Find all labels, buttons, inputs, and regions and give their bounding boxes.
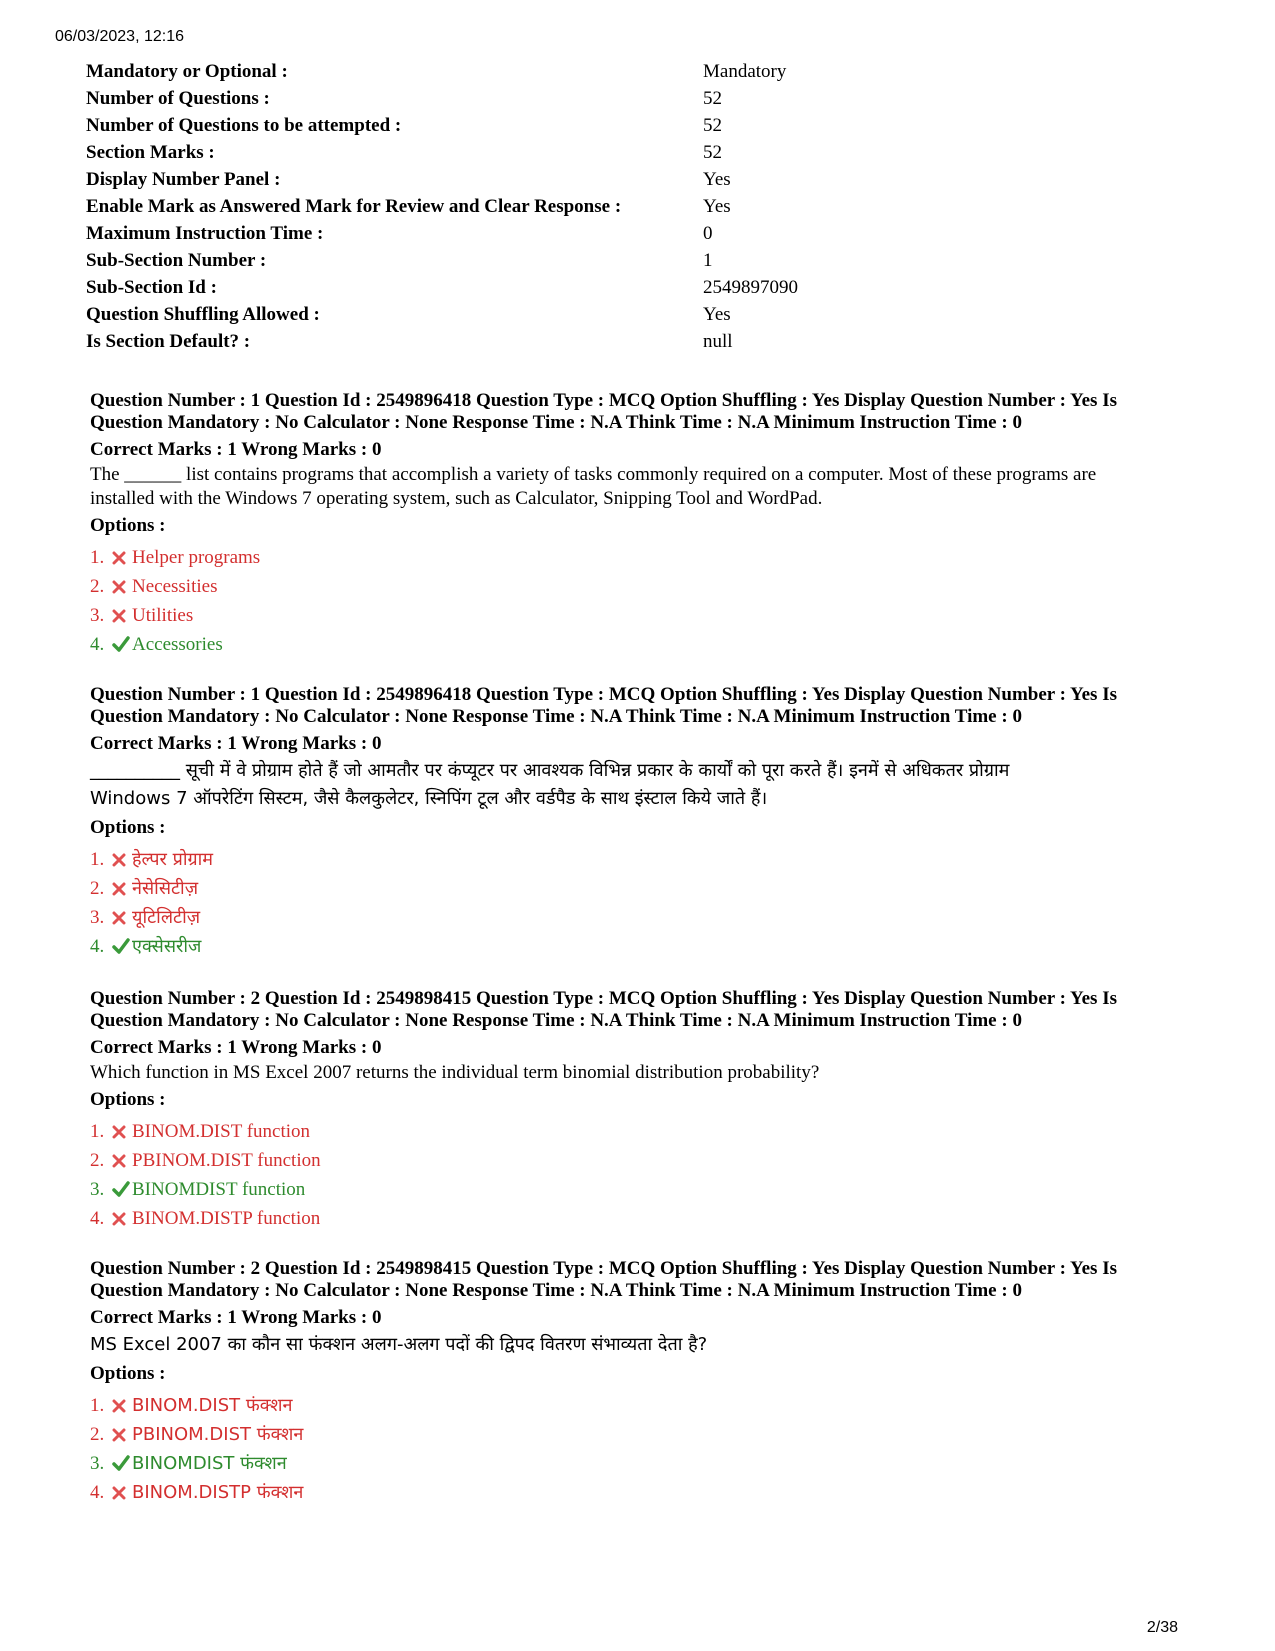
options-list (90, 1117, 1180, 1233)
section-label: Is Section Default? : (86, 330, 251, 352)
section-label: Mandatory or Optional : (86, 60, 288, 82)
option-text: एक्सेसरीज (132, 936, 202, 957)
option-item (90, 1478, 1180, 1507)
question-header: Question Number : 2 Question Id : 2549898415 Question Type : MCQ Option Shuffling : Yes Display Question Number : Yes Is (90, 988, 1117, 1009)
section-row (86, 112, 798, 139)
section-row (86, 220, 798, 247)
check-icon (112, 934, 132, 952)
option-number: 3. (90, 605, 105, 626)
option-number: 3. (90, 1453, 105, 1474)
question-marks: Correct Marks : 1 Wrong Marks : 0 (90, 439, 382, 460)
options-list (90, 845, 1180, 961)
cross-icon (112, 905, 132, 923)
option-item (90, 845, 1180, 874)
section-value: 0 (703, 222, 713, 244)
section-value: Yes (703, 168, 731, 190)
option-item (90, 601, 1180, 630)
cross-icon (112, 1206, 132, 1224)
question-marks: Correct Marks : 1 Wrong Marks : 0 (90, 1307, 382, 1328)
section-row (86, 274, 798, 301)
option-item (90, 903, 1180, 932)
option-item (90, 1175, 1180, 1204)
question-header: Question Number : 1 Question Id : 2549896418 Question Type : MCQ Option Shuffling : Yes Display Question Number : Yes Is (90, 390, 1117, 411)
options-label: Options : (90, 1363, 166, 1384)
section-value: 52 (703, 114, 722, 136)
option-text: Utilities (132, 605, 194, 626)
option-item (90, 1391, 1180, 1420)
options-list (90, 543, 1180, 659)
section-value: Yes (703, 303, 731, 325)
cross-icon (112, 1422, 132, 1440)
section-label: Sub-Section Id : (86, 276, 217, 298)
section-info-table (86, 58, 798, 355)
question-header: Question Number : 1 Question Id : 2549896418 Question Type : MCQ Option Shuffling : Yes Display Question Number : Yes Is (90, 684, 1117, 705)
option-text: BINOMDIST function (132, 1179, 306, 1200)
cross-icon (112, 574, 132, 592)
cross-icon (112, 545, 132, 563)
options-list (90, 1391, 1180, 1507)
question-text: installed with the Windows 7 operating system, such as Calculator, Snipping Tool and WordPad. (90, 488, 823, 509)
section-label: Question Shuffling Allowed : (86, 303, 320, 325)
cross-icon (112, 847, 132, 865)
section-value: 52 (703, 141, 722, 163)
section-row (86, 85, 798, 112)
section-value: Mandatory (703, 60, 787, 82)
question-text: Which function in MS Excel 2007 returns the individual term binomial distribution probability? (90, 1062, 820, 1083)
section-value: 2549897090 (703, 276, 798, 298)
cross-icon (112, 876, 132, 894)
section-value: Yes (703, 195, 731, 217)
option-item (90, 1117, 1180, 1146)
cross-icon (112, 1480, 132, 1498)
option-text: Necessities (132, 576, 218, 597)
section-row (86, 193, 798, 220)
print-timestamp: 06/03/2023, 12:16 (55, 28, 185, 45)
option-number: 1. (90, 1121, 105, 1142)
question-text: The ______ list contains programs that accomplish a variety of tasks commonly required on a computer. Most of these programs are (90, 464, 1097, 485)
section-row (86, 247, 798, 274)
question-block (90, 390, 1180, 659)
option-number: 1. (90, 849, 105, 870)
option-number: 1. (90, 547, 105, 568)
question-header: Question Mandatory : No Calculator : None Response Time : N.A Think Time : N.A Minimum Instruction Time : 0 (90, 412, 1022, 433)
option-text: BINOMDIST फंक्शन (132, 1453, 287, 1474)
option-number: 1. (90, 1395, 105, 1416)
option-number: 2. (90, 878, 105, 899)
option-text: BINOM.DIST फंक्शन (132, 1395, 293, 1416)
question-header: Question Mandatory : No Calculator : None Response Time : N.A Think Time : N.A Minimum Instruction Time : 0 (90, 706, 1022, 727)
section-row (86, 328, 798, 355)
option-item (90, 874, 1180, 903)
section-value: 1 (703, 249, 713, 271)
option-item (90, 1420, 1180, 1449)
option-text: Helper programs (132, 547, 261, 568)
section-row (86, 166, 798, 193)
section-value: 52 (703, 87, 722, 109)
option-number: 4. (90, 1482, 105, 1503)
option-number: 3. (90, 907, 105, 928)
option-text: PBINOM.DIST फंक्शन (132, 1424, 304, 1445)
question-header: Question Number : 2 Question Id : 2549898415 Question Type : MCQ Option Shuffling : Yes Display Question Number : Yes Is (90, 1258, 1117, 1279)
option-number: 4. (90, 1208, 105, 1229)
option-item (90, 1146, 1180, 1175)
cross-icon (112, 1393, 132, 1411)
question-block (90, 1258, 1180, 1507)
option-item (90, 543, 1180, 572)
option-text: BINOM.DISTP function (132, 1208, 321, 1229)
cross-icon (112, 1119, 132, 1137)
question-text: __________ सूची में वे प्रोग्राम होते हैं जो आमतौर पर कंप्यूटर पर आवश्यक विभिन्न प्रकार के कार्यों को पूरा करते हैं। इनमें से अधिकतर प्रोग्राम (90, 760, 1010, 781)
question-header: Question Mandatory : No Calculator : None Response Time : N.A Think Time : N.A Minimum Instruction Time : 0 (90, 1010, 1022, 1031)
option-text: PBINOM.DIST function (132, 1150, 321, 1171)
question-block (90, 684, 1180, 961)
question-header: Question Mandatory : No Calculator : None Response Time : N.A Think Time : N.A Minimum Instruction Time : 0 (90, 1280, 1022, 1301)
section-label: Number of Questions to be attempted : (86, 114, 402, 136)
option-number: 2. (90, 1424, 105, 1445)
check-icon (112, 1177, 132, 1195)
question-marks: Correct Marks : 1 Wrong Marks : 0 (90, 733, 382, 754)
check-icon (112, 632, 132, 650)
section-label: Display Number Panel : (86, 168, 281, 190)
page-number: 2/38 (1146, 1619, 1178, 1636)
option-number: 4. (90, 936, 105, 957)
option-number: 2. (90, 1150, 105, 1171)
option-item (90, 1449, 1180, 1478)
section-row (86, 301, 798, 328)
question-block (90, 988, 1180, 1233)
cross-icon (112, 1148, 132, 1166)
option-item (90, 572, 1180, 601)
option-text: BINOM.DISTP फंक्शन (132, 1482, 304, 1503)
cross-icon (112, 603, 132, 621)
question-text: Windows 7 ऑपरेटिंग सिस्टम, जैसे कैलकुलेटर, स्निपिंग टूल और वर्डपैड के साथ इंस्टाल किये जाते हैं। (90, 788, 768, 809)
option-text: Accessories (132, 634, 223, 655)
section-row (86, 58, 798, 85)
section-row (86, 139, 798, 166)
section-label: Enable Mark as Answered Mark for Review and Clear Response : (86, 195, 622, 217)
option-text: हेल्पर प्रोग्राम (132, 849, 214, 870)
section-label: Sub-Section Number : (86, 249, 267, 271)
option-item (90, 630, 1180, 659)
option-number: 3. (90, 1179, 105, 1200)
option-item (90, 1204, 1180, 1233)
option-text: यूटिलिटीज़ (132, 907, 201, 928)
question-marks: Correct Marks : 1 Wrong Marks : 0 (90, 1037, 382, 1058)
section-label: Section Marks : (86, 141, 215, 163)
section-label: Maximum Instruction Time : (86, 222, 324, 244)
check-icon (112, 1451, 132, 1469)
options-label: Options : (90, 817, 166, 838)
options-label: Options : (90, 515, 166, 536)
option-number: 4. (90, 634, 105, 655)
option-item (90, 932, 1180, 961)
question-text: MS Excel 2007 का कौन सा फंक्शन अलग-अलग पदों की द्विपद वितरण संभाव्यता देता है? (90, 1334, 708, 1355)
option-number: 2. (90, 576, 105, 597)
section-value: null (703, 330, 733, 352)
option-text: नेसेसिटीज़ (132, 878, 199, 899)
section-label: Number of Questions : (86, 87, 270, 109)
options-label: Options : (90, 1089, 166, 1110)
option-text: BINOM.DIST function (132, 1121, 311, 1142)
